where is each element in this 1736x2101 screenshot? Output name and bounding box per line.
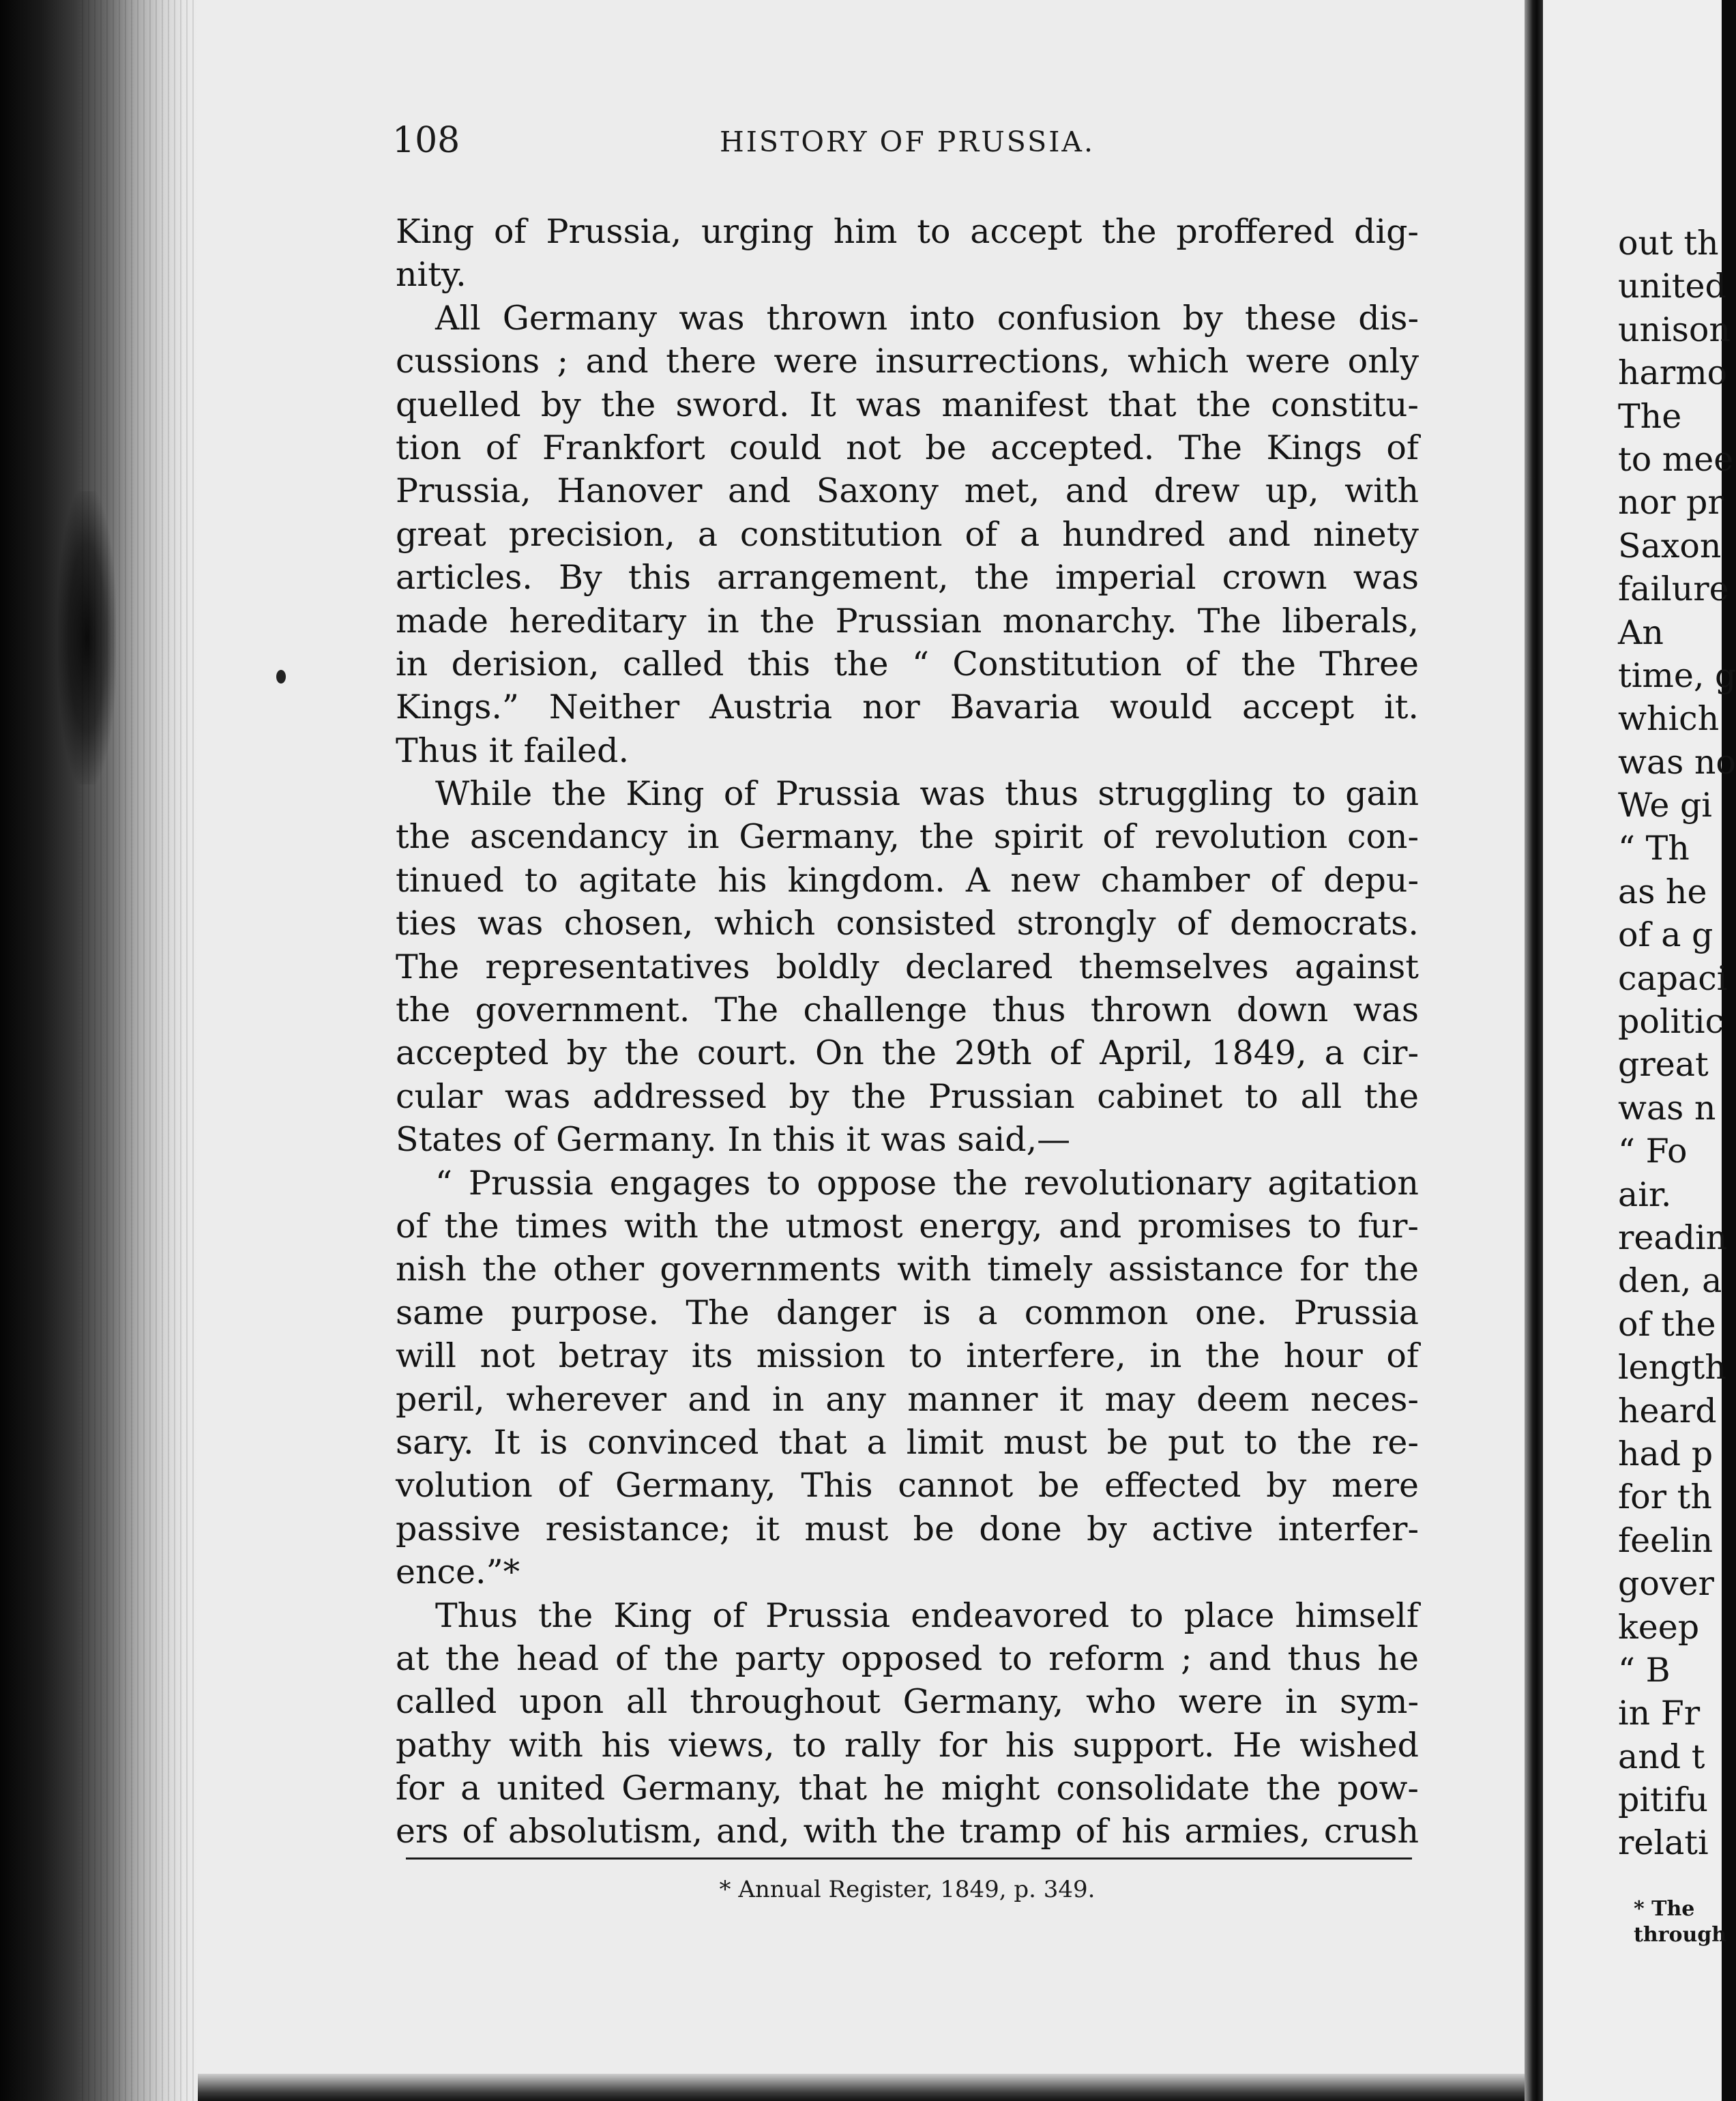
- right-page-line: We gi: [1618, 786, 1712, 825]
- body-text: [396, 210, 1419, 1853]
- text-line: in derision, called this the “ Constitution of the Three: [396, 644, 1419, 684]
- text-line: tion of Frankfort could not be accepted. The Kings of: [396, 428, 1419, 467]
- text-line: peril, wherever and in any manner it may deem neces-: [396, 1379, 1419, 1419]
- text-line: tinued to agitate his kingdom. A new chamber of depu-: [396, 860, 1419, 900]
- text-line: The representatives boldly declared themselves against: [396, 947, 1419, 986]
- text-line: quelled by the sword. It was manifest that the constitu-: [396, 385, 1419, 424]
- right-page-line: united: [1618, 267, 1726, 306]
- right-page-line: of a g: [1618, 915, 1713, 955]
- text-line: cular was addressed by the Prussian cabinet to all the: [396, 1076, 1419, 1116]
- text-line: called upon all throughout Germany, who were in sym-: [396, 1682, 1419, 1722]
- text-line: sary. It is convinced that a limit must be put to the re-: [396, 1422, 1419, 1462]
- right-page-line: Saxon: [1618, 526, 1722, 565]
- right-page-line: capaci: [1618, 958, 1728, 998]
- right-page-line: to mee: [1618, 439, 1734, 479]
- text-line: articles. By this arrangement, the imperial crown was: [396, 558, 1419, 598]
- right-page-line: pitifu: [1618, 1780, 1709, 1820]
- text-line: at the head of the party opposed to reform ; and thus he: [396, 1639, 1419, 1678]
- right-page-line: was n: [1618, 1088, 1716, 1128]
- right-page-line: “ Th: [1618, 829, 1690, 868]
- right-page-line: length: [1618, 1348, 1726, 1387]
- right-page-line: An: [1618, 613, 1664, 652]
- right-page-line: unison: [1618, 310, 1731, 349]
- right-page-line: politic: [1618, 1002, 1724, 1042]
- text-line: nish the other governments with timely assistance for the: [396, 1250, 1419, 1289]
- right-page-line: “ Fo: [1618, 1132, 1688, 1171]
- text-line: Thus it failed.: [396, 731, 630, 770]
- text-line: pathy with his views, to rally for his support. He wished: [396, 1725, 1419, 1765]
- book-title: HISTORY OF PRUSSIA.: [719, 126, 1095, 158]
- right-page-line: for th: [1618, 1478, 1712, 1517]
- text-line: will not betray its mission to interfere, in the hour of: [396, 1336, 1419, 1376]
- text-line: nity.: [396, 255, 467, 295]
- right-page-line: failure: [1618, 570, 1729, 609]
- ink-smudge: [58, 491, 116, 784]
- running-head: [392, 120, 1422, 168]
- page-bottom-edge: [198, 2074, 1528, 2101]
- text-line: ers of absolutism, and, with the tramp of his armies, crush: [396, 1812, 1419, 1851]
- right-page-line: nor pr: [1618, 483, 1724, 523]
- footnote-rule: [406, 1857, 1412, 1860]
- text-line: great precision, a constitution of a hundred and ninety: [396, 514, 1419, 554]
- text-line: All Germany was thrown into confusion by these dis-: [435, 298, 1419, 338]
- right-page-line: feelin: [1618, 1520, 1713, 1560]
- right-page-line: great: [1618, 1045, 1709, 1085]
- text-line: While the King of Prussia was thus struggling to gain: [435, 774, 1419, 814]
- right-page-line: time, g: [1618, 656, 1736, 695]
- right-page-line: and t: [1618, 1737, 1705, 1776]
- right-page-footnote-line: through: [1634, 1923, 1727, 1947]
- right-page-line: “ B: [1618, 1650, 1671, 1690]
- footnote: * Annual Register, 1849, p. 349.: [719, 1876, 1095, 1903]
- right-page-line: was no: [1618, 742, 1736, 782]
- right-page-line: heard: [1618, 1391, 1717, 1430]
- text-line: the government. The challenge thus thrown down was: [396, 990, 1419, 1030]
- right-page-line: air.: [1618, 1175, 1672, 1214]
- right-page-line: as he: [1618, 872, 1707, 911]
- text-line: for a united Germany, that he might consolidate the pow-: [396, 1769, 1419, 1808]
- text-line: volution of Germany, This cannot be effected by mere: [396, 1466, 1419, 1505]
- text-line: passive resistance; it must be done by active interfer-: [396, 1509, 1419, 1548]
- text-line: Kings.” Neither Austria nor Bavaria would accept it.: [396, 688, 1419, 727]
- right-page-line: readin: [1618, 1218, 1728, 1257]
- text-line: accepted by the court. On the 29th of April, 1849, a cir-: [396, 1033, 1419, 1073]
- book-gutter: [1525, 0, 1545, 2101]
- right-page-line: gover: [1618, 1564, 1714, 1604]
- right-page-line: of the: [1618, 1304, 1716, 1344]
- text-line: of the times with the utmost energy, and promises to fur-: [396, 1206, 1419, 1246]
- right-page-footnote: [1634, 1896, 1727, 1948]
- text-line: Prussia, Hanover and Saxony met, and drew up, with: [396, 471, 1419, 511]
- text-line: cussions ; and there were insurrections, which were only: [396, 342, 1419, 381]
- right-page-line: den, a: [1618, 1261, 1722, 1301]
- right-page-footnote-line: * The: [1634, 1897, 1695, 1921]
- page-edges: [82, 0, 198, 2101]
- text-line: States of Germany. In this it was said,—: [396, 1120, 1071, 1160]
- text-line: the ascendancy in Germany, the spirit of revolution con-: [396, 817, 1419, 857]
- right-page-line: had p: [1618, 1434, 1713, 1473]
- page-number: 108: [392, 120, 460, 161]
- right-page-line: keep: [1618, 1607, 1700, 1647]
- text-line: same purpose. The danger is a common one. Prussia: [396, 1293, 1419, 1332]
- right-page-line: harmo: [1618, 353, 1728, 393]
- right-page-line: The: [1618, 396, 1682, 436]
- text-line: ties was chosen, which consisted strongly of democrats.: [396, 904, 1419, 943]
- right-page-line: in Fr: [1618, 1694, 1701, 1733]
- right-page-text: [1618, 222, 1736, 1865]
- text-line: Thus the King of Prussia endeavored to place himself: [435, 1596, 1419, 1635]
- right-page-line: which: [1618, 699, 1720, 739]
- text-line: ence.”*: [396, 1553, 520, 1592]
- text-line: King of Prussia, urging him to accept the proffered dig-: [396, 212, 1419, 251]
- ink-blot: [276, 670, 286, 684]
- right-page-line: out th: [1618, 224, 1719, 263]
- text-line: made hereditary in the Prussian monarchy. The liberals,: [396, 601, 1419, 641]
- text-line: “ Prussia engages to oppose the revolutionary agitation: [435, 1163, 1419, 1203]
- right-page-line: relati: [1618, 1823, 1709, 1863]
